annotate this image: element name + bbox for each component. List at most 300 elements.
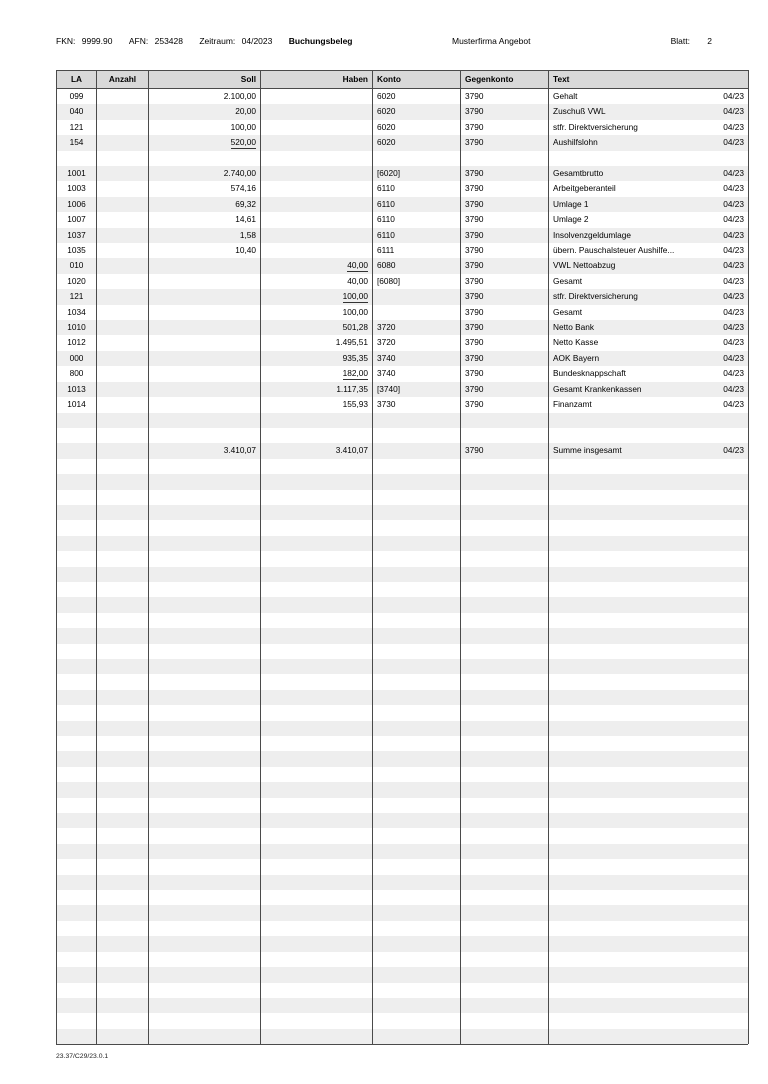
cell-text xyxy=(549,397,749,412)
cell-text-date: 04/23 xyxy=(723,121,744,132)
table-row-empty xyxy=(57,582,749,597)
table-row xyxy=(57,443,749,458)
cell-empty xyxy=(97,936,149,951)
cell-empty xyxy=(549,1029,749,1044)
cell-text-date: 04/23 xyxy=(723,306,744,317)
cell-empty xyxy=(461,674,549,689)
cell-empty xyxy=(261,875,373,890)
cell-la: 154 xyxy=(57,135,97,150)
cell-empty xyxy=(149,983,261,998)
cell-gegenkonto: 3790 xyxy=(461,243,549,258)
column-header-haben: Haben xyxy=(261,71,373,89)
cell-la: 1012 xyxy=(57,335,97,350)
table-row-empty xyxy=(57,983,749,998)
cell-empty xyxy=(97,751,149,766)
cell-text-label: Summe insgesamt xyxy=(553,445,622,456)
cell-anzahl xyxy=(97,89,149,105)
cell-haben: 182,00 xyxy=(261,366,373,381)
table-row-empty xyxy=(57,736,749,751)
cell-empty xyxy=(373,644,461,659)
cell-la: 121 xyxy=(57,289,97,304)
cell-empty xyxy=(261,905,373,920)
cell-empty xyxy=(461,798,549,813)
cell-empty xyxy=(57,1029,97,1044)
cell-empty xyxy=(261,828,373,843)
cell-empty xyxy=(549,736,749,751)
cell-empty xyxy=(57,474,97,489)
cell-text xyxy=(549,228,749,243)
cell-empty xyxy=(97,1013,149,1028)
cell-empty xyxy=(57,659,97,674)
cell-empty xyxy=(57,844,97,859)
cell-empty xyxy=(549,721,749,736)
cell-empty xyxy=(97,1029,149,1044)
cell-empty xyxy=(461,644,549,659)
cell-empty xyxy=(57,859,97,874)
cell-empty xyxy=(373,705,461,720)
cell-empty xyxy=(97,659,149,674)
table-row xyxy=(57,135,749,150)
cell-empty xyxy=(549,921,749,936)
cell-anzahl xyxy=(97,428,149,443)
cell-empty xyxy=(97,551,149,566)
cell-empty xyxy=(149,536,261,551)
cell-konto: [6080] xyxy=(373,274,461,289)
cell-konto: 3730 xyxy=(373,397,461,412)
cell-empty xyxy=(549,597,749,612)
cell-la: 1037 xyxy=(57,228,97,243)
cell-empty xyxy=(373,998,461,1013)
cell-empty xyxy=(57,490,97,505)
cell-empty xyxy=(549,690,749,705)
cell-text-label: Netto Kasse xyxy=(553,337,599,348)
cell-empty xyxy=(57,813,97,828)
cell-empty xyxy=(549,1013,749,1028)
table-row-empty xyxy=(57,1013,749,1028)
cell-gegenkonto xyxy=(461,428,549,443)
table-row-empty xyxy=(57,1029,749,1044)
cell-empty xyxy=(261,936,373,951)
cell-empty xyxy=(97,905,149,920)
cell-konto xyxy=(373,289,461,304)
cell-empty xyxy=(149,597,261,612)
cell-empty xyxy=(373,490,461,505)
cell-konto: 6020 xyxy=(373,135,461,150)
cell-la: 121 xyxy=(57,120,97,135)
cell-empty xyxy=(57,721,97,736)
table-row-empty xyxy=(57,659,749,674)
cell-text-date: 04/23 xyxy=(723,214,744,225)
table-row xyxy=(57,104,749,119)
cell-empty xyxy=(97,813,149,828)
cell-text-label: Bundesknappschaft xyxy=(553,368,626,379)
cell-soll xyxy=(149,258,261,273)
cell-empty xyxy=(261,613,373,628)
cell-empty xyxy=(461,967,549,982)
cell-haben xyxy=(261,428,373,443)
cell-empty xyxy=(97,490,149,505)
cell-empty xyxy=(57,905,97,920)
table-row-empty xyxy=(57,613,749,628)
cell-empty xyxy=(149,890,261,905)
cell-soll: 574,16 xyxy=(149,181,261,196)
cell-la xyxy=(57,151,97,166)
cell-empty xyxy=(261,551,373,566)
cell-empty xyxy=(261,952,373,967)
cell-empty xyxy=(549,705,749,720)
cell-gegenkonto: 3790 xyxy=(461,197,549,212)
cell-gegenkonto: 3790 xyxy=(461,181,549,196)
cell-haben: 3.410,07 xyxy=(261,443,373,458)
cell-empty xyxy=(149,921,261,936)
cell-text xyxy=(549,382,749,397)
cell-empty xyxy=(97,782,149,797)
column-header-konto: Konto xyxy=(373,71,461,89)
cell-empty xyxy=(97,721,149,736)
cell-text xyxy=(549,197,749,212)
cell-empty xyxy=(57,613,97,628)
table-row-empty xyxy=(57,505,749,520)
cell-empty xyxy=(97,798,149,813)
cell-empty xyxy=(57,952,97,967)
cell-empty xyxy=(461,875,549,890)
cell-haben: 1.117,35 xyxy=(261,382,373,397)
cell-empty xyxy=(549,936,749,951)
cell-haben: 1.495,51 xyxy=(261,335,373,350)
cell-empty xyxy=(97,828,149,843)
cell-empty xyxy=(461,1013,549,1028)
cell-empty xyxy=(373,936,461,951)
cell-soll xyxy=(149,289,261,304)
cell-text xyxy=(549,120,749,135)
cell-empty xyxy=(373,674,461,689)
cell-empty xyxy=(149,967,261,982)
cell-soll: 10,40 xyxy=(149,243,261,258)
cell-empty xyxy=(461,567,549,582)
cell-la: 800 xyxy=(57,366,97,381)
cell-text-date: 04/23 xyxy=(723,275,744,286)
cell-empty xyxy=(549,967,749,982)
cell-empty xyxy=(549,551,749,566)
cell-soll xyxy=(149,366,261,381)
cell-empty xyxy=(373,798,461,813)
cell-empty xyxy=(549,890,749,905)
cell-gegenkonto: 3790 xyxy=(461,335,549,350)
cell-anzahl xyxy=(97,443,149,458)
cell-empty xyxy=(261,536,373,551)
cell-haben xyxy=(261,197,373,212)
afn-label: AFN: xyxy=(128,36,149,46)
cell-empty xyxy=(549,998,749,1013)
cell-empty xyxy=(549,798,749,813)
cell-empty xyxy=(97,474,149,489)
cell-empty xyxy=(97,875,149,890)
cell-empty xyxy=(261,859,373,874)
cell-empty xyxy=(57,582,97,597)
cell-empty xyxy=(549,844,749,859)
cell-empty xyxy=(57,751,97,766)
table-row-empty xyxy=(57,798,749,813)
cell-empty xyxy=(149,659,261,674)
cell-soll: 2.740,00 xyxy=(149,166,261,181)
cell-empty xyxy=(57,597,97,612)
cell-text-date: 04/23 xyxy=(723,137,744,148)
cell-empty xyxy=(149,613,261,628)
cell-empty xyxy=(261,967,373,982)
cell-haben: 155,93 xyxy=(261,397,373,412)
cell-la: 1035 xyxy=(57,243,97,258)
cell-haben xyxy=(261,89,373,105)
cell-haben xyxy=(261,181,373,196)
cell-empty xyxy=(373,967,461,982)
cell-haben xyxy=(261,166,373,181)
cell-soll xyxy=(149,335,261,350)
cell-haben: 40,00 xyxy=(261,274,373,289)
cell-empty xyxy=(149,782,261,797)
cell-empty xyxy=(149,551,261,566)
cell-text xyxy=(549,366,749,381)
cell-empty xyxy=(57,921,97,936)
cell-empty xyxy=(261,921,373,936)
cell-konto: [6020] xyxy=(373,166,461,181)
cell-empty xyxy=(461,983,549,998)
cell-empty xyxy=(549,474,749,489)
cell-haben xyxy=(261,228,373,243)
cell-empty xyxy=(149,721,261,736)
cell-empty xyxy=(57,567,97,582)
cell-text-date: 04/23 xyxy=(723,229,744,240)
cell-empty xyxy=(261,644,373,659)
cell-text-label: Gesamt xyxy=(553,275,583,286)
column-header-text: Text xyxy=(549,71,749,89)
cell-empty xyxy=(373,721,461,736)
cell-gegenkonto xyxy=(461,151,549,166)
cell-empty xyxy=(461,767,549,782)
cell-anzahl xyxy=(97,382,149,397)
footer-version: 23.37/C29/23.0.1 xyxy=(56,1053,109,1060)
cell-empty xyxy=(261,782,373,797)
cell-empty xyxy=(149,844,261,859)
cell-empty xyxy=(461,536,549,551)
cell-text-label: Gesamtbrutto xyxy=(553,168,604,179)
cell-empty xyxy=(57,1013,97,1028)
cell-haben: 100,00 xyxy=(261,289,373,304)
cell-empty xyxy=(97,967,149,982)
cell-empty xyxy=(57,459,97,474)
cell-empty xyxy=(373,859,461,874)
fkn-value: 9999.90 xyxy=(81,36,113,46)
table-row xyxy=(57,428,749,443)
blatt-label: Blatt: xyxy=(670,36,690,46)
cell-empty xyxy=(149,905,261,920)
cell-empty xyxy=(261,490,373,505)
cell-haben xyxy=(261,413,373,428)
cell-text-date: 04/23 xyxy=(723,106,744,117)
cell-empty xyxy=(261,813,373,828)
cell-konto xyxy=(373,305,461,320)
cell-text-label: AOK Bayern xyxy=(553,352,600,363)
cell-empty xyxy=(549,490,749,505)
cell-anzahl xyxy=(97,335,149,350)
cell-gegenkonto: 3790 xyxy=(461,351,549,366)
cell-empty xyxy=(261,459,373,474)
table-row xyxy=(57,413,749,428)
cell-haben: 501,28 xyxy=(261,320,373,335)
cell-empty xyxy=(373,520,461,535)
cell-empty xyxy=(149,859,261,874)
cell-haben xyxy=(261,104,373,119)
cell-empty xyxy=(373,952,461,967)
cell-text-date: 04/23 xyxy=(723,291,744,302)
cell-empty xyxy=(261,983,373,998)
table-row xyxy=(57,181,749,196)
table-row xyxy=(57,228,749,243)
cell-empty xyxy=(149,567,261,582)
cell-text-date: 04/23 xyxy=(723,260,744,271)
cell-empty xyxy=(149,674,261,689)
cell-soll xyxy=(149,151,261,166)
cell-gegenkonto: 3790 xyxy=(461,212,549,227)
cell-soll: 1,58 xyxy=(149,228,261,243)
cell-soll xyxy=(149,382,261,397)
cell-soll: 2.100,00 xyxy=(149,89,261,105)
table-bottom-rule xyxy=(56,1044,748,1045)
cell-empty xyxy=(97,767,149,782)
cell-gegenkonto: 3790 xyxy=(461,120,549,135)
table-row-empty xyxy=(57,674,749,689)
cell-anzahl xyxy=(97,413,149,428)
table-row-empty xyxy=(57,690,749,705)
cell-la: 1003 xyxy=(57,181,97,196)
cell-empty xyxy=(149,705,261,720)
cell-empty xyxy=(57,520,97,535)
cell-soll xyxy=(149,428,261,443)
cell-la: 1006 xyxy=(57,197,97,212)
cell-soll: 520,00 xyxy=(149,135,261,150)
cell-empty xyxy=(57,551,97,566)
cell-text xyxy=(549,320,749,335)
table-row xyxy=(57,382,749,397)
cell-empty xyxy=(97,844,149,859)
table-row xyxy=(57,258,749,273)
cell-gegenkonto: 3790 xyxy=(461,89,549,105)
table-row-empty xyxy=(57,828,749,843)
cell-empty xyxy=(461,613,549,628)
cell-empty xyxy=(549,582,749,597)
cell-text-label: Gesamt Krankenkassen xyxy=(553,383,642,394)
cell-empty xyxy=(149,474,261,489)
zeitraum-label: Zeitraum: xyxy=(199,36,236,46)
cell-text-date: 04/23 xyxy=(723,91,744,101)
table-row xyxy=(57,274,749,289)
cell-empty xyxy=(461,628,549,643)
cell-empty xyxy=(461,998,549,1013)
cell-empty xyxy=(373,1029,461,1044)
cell-gegenkonto: 3790 xyxy=(461,366,549,381)
table-row xyxy=(57,335,749,350)
cell-anzahl xyxy=(97,228,149,243)
cell-text xyxy=(549,243,749,258)
cell-anzahl xyxy=(97,305,149,320)
cell-empty xyxy=(373,921,461,936)
cell-konto: 6020 xyxy=(373,89,461,105)
cell-empty xyxy=(373,690,461,705)
cell-konto xyxy=(373,151,461,166)
cell-soll xyxy=(149,274,261,289)
cell-la: 1034 xyxy=(57,305,97,320)
cell-empty xyxy=(261,567,373,582)
cell-anzahl xyxy=(97,289,149,304)
cell-empty xyxy=(549,459,749,474)
cell-empty xyxy=(373,474,461,489)
cell-empty xyxy=(149,628,261,643)
cell-anzahl xyxy=(97,135,149,150)
cell-anzahl xyxy=(97,320,149,335)
cell-konto: 3720 xyxy=(373,335,461,350)
table-row-empty xyxy=(57,844,749,859)
cell-text xyxy=(549,428,749,443)
cell-empty xyxy=(261,844,373,859)
cell-empty xyxy=(57,828,97,843)
cell-soll: 69,32 xyxy=(149,197,261,212)
cell-empty xyxy=(373,767,461,782)
cell-empty xyxy=(97,567,149,582)
cell-empty xyxy=(373,505,461,520)
column-header-gegenkonto: Gegenkonto xyxy=(461,71,549,89)
cell-text xyxy=(549,89,749,105)
cell-haben: 40,00 xyxy=(261,258,373,273)
cell-empty xyxy=(549,905,749,920)
cell-empty xyxy=(261,767,373,782)
cell-gegenkonto: 3790 xyxy=(461,397,549,412)
cell-empty xyxy=(57,798,97,813)
company-name: Musterfirma Angebot xyxy=(452,36,531,46)
cell-empty xyxy=(461,1029,549,1044)
cell-empty xyxy=(549,520,749,535)
cell-text-label: Zuschuß VWL xyxy=(553,106,606,117)
cell-empty xyxy=(149,736,261,751)
cell-empty xyxy=(149,998,261,1013)
cell-empty xyxy=(549,767,749,782)
cell-haben: 100,00 xyxy=(261,305,373,320)
cell-text-label: Gehalt xyxy=(553,91,578,101)
cell-empty xyxy=(149,644,261,659)
table-row xyxy=(57,320,749,335)
cell-text xyxy=(549,443,749,458)
cell-empty xyxy=(149,875,261,890)
table-row xyxy=(57,197,749,212)
cell-haben xyxy=(261,243,373,258)
cell-konto: [3740] xyxy=(373,382,461,397)
cell-empty xyxy=(149,1013,261,1028)
cell-empty xyxy=(57,628,97,643)
cell-empty xyxy=(57,674,97,689)
cell-empty xyxy=(97,921,149,936)
cell-empty xyxy=(373,983,461,998)
cell-konto: 3740 xyxy=(373,351,461,366)
cell-konto: 6080 xyxy=(373,258,461,273)
table-row xyxy=(57,151,749,166)
cell-konto xyxy=(373,428,461,443)
cell-empty xyxy=(57,536,97,551)
table-row xyxy=(57,366,749,381)
cell-empty xyxy=(97,705,149,720)
cell-la: 1020 xyxy=(57,274,97,289)
table-row-empty xyxy=(57,490,749,505)
page-header xyxy=(56,36,712,50)
cell-empty xyxy=(97,690,149,705)
cell-empty xyxy=(97,597,149,612)
